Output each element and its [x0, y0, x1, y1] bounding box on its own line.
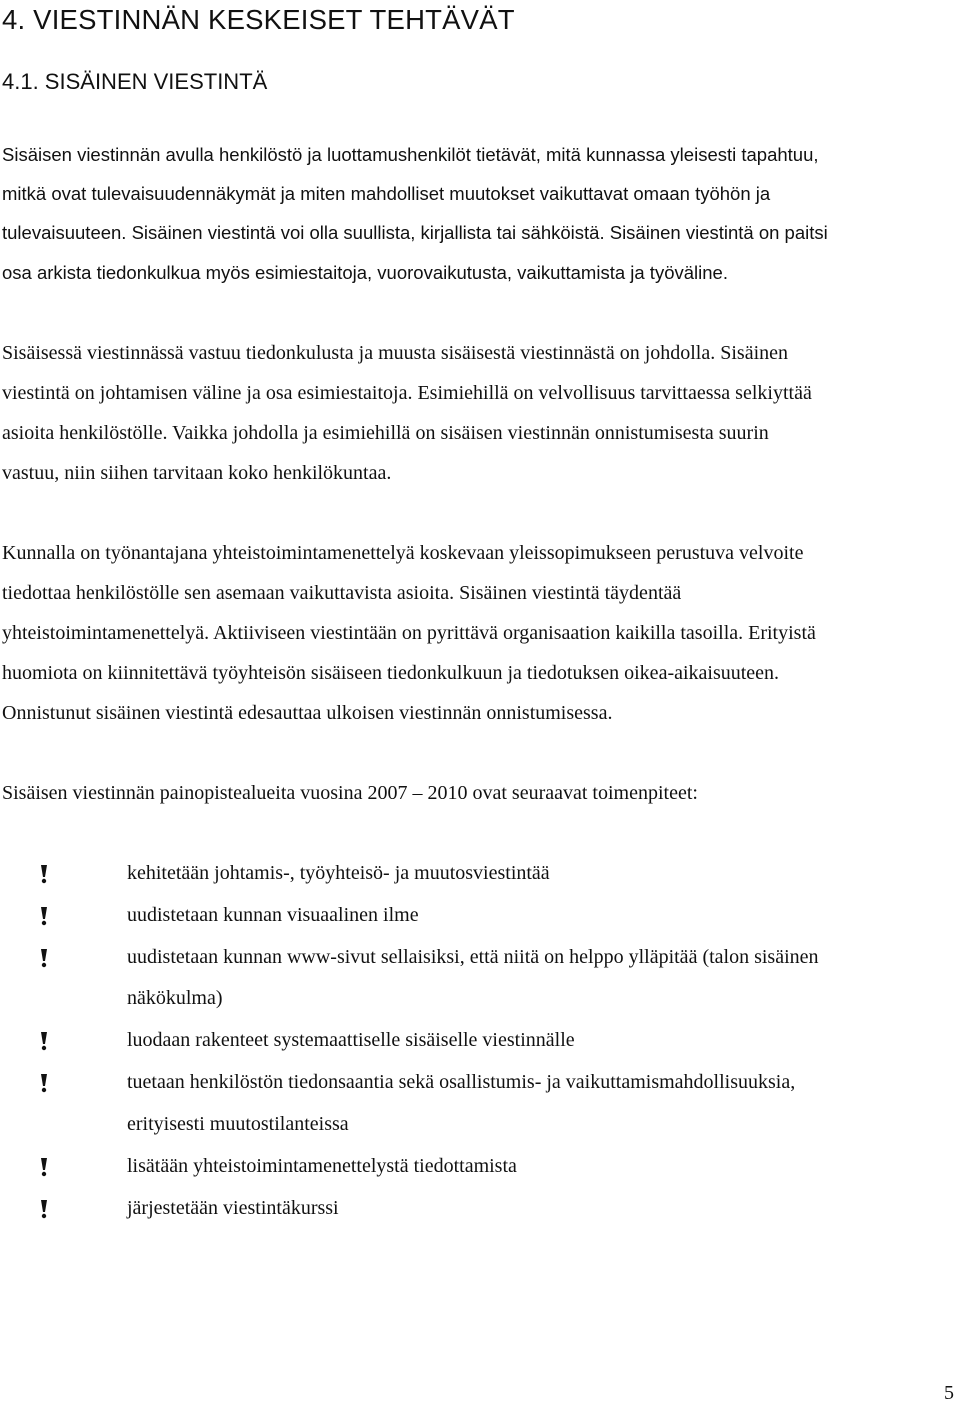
exclamation-bullet-icon	[38, 1157, 50, 1177]
exclamation-bullet-icon	[38, 1199, 50, 1219]
paragraph-line: yhteistoimintamenettelyä. Aktiiviseen viestintään on pyrittävä organisaation kaikilla tasoilla. Erityistä	[2, 622, 816, 644]
list-item-text: uudistetaan kunnan www-sivut sellaisiksi, että niitä on helppo ylläpitää (talon sisäinen	[127, 946, 819, 968]
page-number: 5	[944, 1382, 954, 1404]
paragraph-line: osa arkista tiedonkulkua myös esimiestaitoja, vuorovaikutusta, vaikuttamista ja työväline.	[2, 262, 728, 283]
chapter-heading: 4. VIESTINNÄN KESKEISET TEHTÄVÄT	[2, 4, 515, 35]
paragraph-line: tiedottaa henkilöstölle sen asemaan vaikuttavista asioita. Sisäinen viestintä täydentää	[2, 582, 682, 604]
list-intro: Sisäisen viestinnän painopistealueita vuosina 2007 – 2010 ovat seuraavat toimenpiteet:	[2, 782, 698, 804]
paragraph-line: viestintä on johtamisen väline ja osa esimiestaitoja. Esimiehillä on velvollisuus tarvittaessa selkiyttää	[2, 382, 812, 404]
exclamation-bullet-icon	[38, 906, 50, 926]
paragraph-line: Kunnalla on työnantajana yhteistoimintamenettelyä koskevaan yleissopimukseen perustuva velvoite	[2, 542, 804, 564]
exclamation-bullet-icon	[38, 1031, 50, 1051]
list-item-text: lisätään yhteistoimintamenettelystä tiedottamista	[127, 1155, 517, 1177]
list-item-text: näkökulma)	[127, 987, 223, 1009]
paragraph-line: Sisäisen viestinnän avulla henkilöstö ja luottamushenkilöt tietävät, mitä kunnassa yleisesti tapahtuu,	[2, 144, 819, 165]
paragraph-line: huomiota on kiinnitettävä työyhteisön sisäiseen tiedonkulkuun ja tiedotuksen oikea-aikaisuuteen.	[2, 662, 780, 684]
list-item-text: kehitetään johtamis-, työyhteisö- ja muutosviestintää	[127, 862, 550, 884]
paragraph-line: Sisäisessä viestinnässä vastuu tiedonkulusta ja muusta sisäisestä viestinnästä on johdolla. Sisäinen	[2, 342, 789, 364]
section-heading: 4.1. SISÄINEN VIESTINTÄ	[2, 69, 268, 94]
list-item-text: tuetaan henkilöstön tiedonsaantia sekä osallistumis- ja vaikuttamismahdollisuuksia,	[127, 1071, 796, 1093]
list-item-text: luodaan rakenteet systemaattiselle sisäiselle viestinnälle	[127, 1029, 575, 1051]
list-item-text: järjestetään viestintäkurssi	[127, 1197, 339, 1219]
list-item-text: erityisesti muutostilanteissa	[127, 1113, 349, 1135]
paragraph-line: asioita henkilöstölle. Vaikka johdolla ja esimiehillä on sisäisen viestinnän onnistumisesta suurin	[2, 422, 769, 444]
exclamation-bullet-icon	[38, 1073, 50, 1093]
exclamation-bullet-icon	[38, 948, 50, 968]
exclamation-bullet-icon	[38, 864, 50, 884]
paragraph-line: tulevaisuuteen. Sisäinen viestintä voi olla suullista, kirjallista tai sähköistä. Sisäinen viestintä on paitsi	[2, 222, 828, 243]
paragraph-line: mitkä ovat tulevaisuudennäkymät ja miten mahdolliset muutokset vaikuttavat omaan työhön ja	[2, 183, 771, 204]
paragraph-line: vastuu, niin siihen tarvitaan koko henkilökuntaa.	[2, 462, 392, 484]
paragraph-line: Onnistunut sisäinen viestintä edesauttaa ulkoisen viestinnän onnistumisessa.	[2, 702, 613, 724]
list-item-text: uudistetaan kunnan visuaalinen ilme	[127, 904, 419, 926]
